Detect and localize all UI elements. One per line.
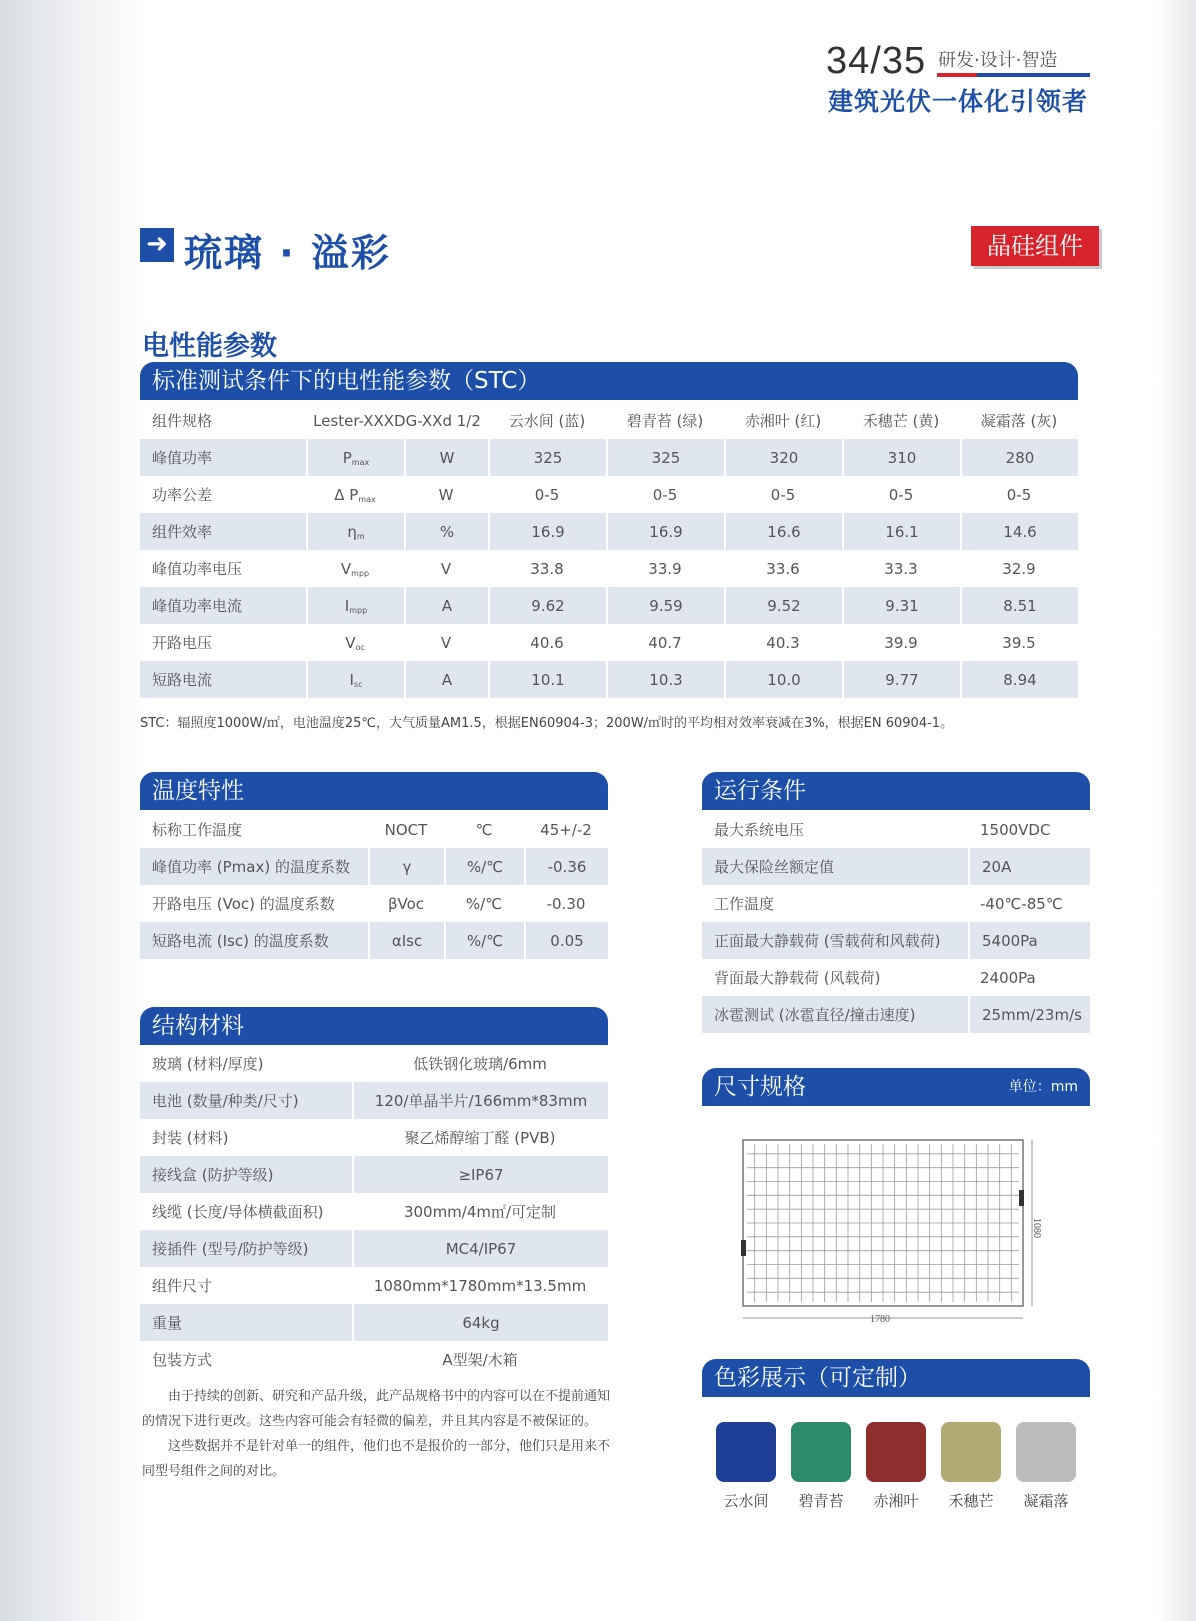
temperature-row bbox=[140, 811, 608, 848]
operating-condition-name: 背面最大静载荷 (风载荷) bbox=[714, 969, 881, 987]
stc-value: 9.77 bbox=[842, 661, 960, 698]
stc-value: 40.7 bbox=[648, 633, 682, 652]
stc-symbol-subscript: max bbox=[351, 457, 370, 467]
dimension-panel-header bbox=[702, 1068, 1090, 1106]
stc-param-symbol: $V_{mpp}$ bbox=[340, 559, 370, 578]
operating-condition-value: -40℃-85℃ bbox=[980, 894, 1063, 913]
stc-value: 9.59 bbox=[606, 587, 724, 624]
operating-row bbox=[702, 885, 1090, 922]
structure-row bbox=[140, 1193, 608, 1230]
structure-item-name: 封装 (材料) bbox=[152, 1129, 229, 1147]
stc-col-color-1: 云水间 (蓝) bbox=[508, 412, 586, 430]
temperature-param-unit: %/℃ bbox=[465, 894, 503, 913]
stc-value: 9.31 bbox=[842, 587, 960, 624]
stc-value: 9.52 bbox=[724, 587, 842, 624]
temperature-param-name: 标称工作温度 bbox=[152, 821, 243, 839]
stc-value: 16.6 bbox=[724, 513, 842, 550]
module-drawing bbox=[735, 1128, 1040, 1324]
stc-value: 310 bbox=[842, 439, 960, 476]
stc-param-unit: A bbox=[404, 661, 488, 698]
structure-item-value: ≥IP67 bbox=[352, 1156, 608, 1193]
temperature-param-name: 短路电流 (Isc) 的温度系数 bbox=[140, 922, 368, 959]
stc-value: 10.3 bbox=[606, 661, 724, 698]
disclaimer bbox=[142, 1384, 620, 1484]
structure-item-name: 组件尺寸 bbox=[152, 1277, 213, 1295]
stc-value: 0-5 bbox=[888, 485, 914, 504]
color-swatch bbox=[716, 1422, 776, 1482]
stc-param-unit: W bbox=[404, 439, 488, 476]
arrow-icon: ➜ bbox=[140, 228, 174, 262]
color-swatch-label: 云水间 bbox=[723, 1492, 769, 1510]
structure-panel-header bbox=[140, 1007, 608, 1045]
stc-value: 320 bbox=[724, 439, 842, 476]
temperature-param-name: 峰值功率 (Pmax) 的温度系数 bbox=[140, 848, 368, 885]
stc-value: 16.9 bbox=[606, 513, 724, 550]
colors-heading: 色彩展示（可定制） bbox=[714, 1365, 921, 1391]
structure-item-name: 接线盒 (防护等级) bbox=[140, 1156, 352, 1193]
operating-condition-value: 5400Pa bbox=[968, 922, 1090, 959]
temperature-param-value: 0.05 bbox=[524, 922, 608, 959]
color-swatch bbox=[1016, 1422, 1076, 1482]
stc-col-color-3: 赤湘叶 (红) bbox=[744, 412, 822, 430]
temperature-table bbox=[140, 811, 608, 959]
temperature-param-name: 开路电压 (Voc) 的温度系数 bbox=[152, 895, 335, 913]
cell-grid bbox=[747, 1144, 1019, 1302]
dimension-heading: 尺寸规格 bbox=[714, 1074, 806, 1100]
stc-row bbox=[140, 624, 1078, 661]
operating-row bbox=[702, 848, 1090, 885]
stc-value: 40.6 bbox=[530, 633, 564, 652]
stc-param-symbol: $I_{sc}$ bbox=[306, 661, 404, 698]
junction-box-right bbox=[1019, 1190, 1024, 1206]
stc-header-row bbox=[140, 402, 1078, 439]
stc-value: 8.94 bbox=[960, 661, 1078, 698]
disclaimer-paragraph-2: 这些数据并不是针对单一的组件，他们也不是报价的一部分，他们只是用来不同型号组件之间的对比。 bbox=[142, 1439, 611, 1479]
stc-table bbox=[140, 402, 1078, 698]
structure-item-name: 线缆 (长度/导体横截面积) bbox=[152, 1203, 324, 1221]
color-swatch bbox=[866, 1422, 926, 1482]
structure-row bbox=[140, 1304, 608, 1341]
stc-value: 32.9 bbox=[1002, 559, 1036, 578]
stc-col-color-5: 凝霜落 (灰) bbox=[980, 412, 1058, 430]
stc-param-name: 峰值功率电流 bbox=[140, 587, 306, 624]
stc-value: 16.9 bbox=[488, 513, 606, 550]
structure-row bbox=[140, 1045, 608, 1082]
structure-row bbox=[140, 1156, 608, 1193]
color-swatch bbox=[941, 1422, 1001, 1482]
structure-item-name: 重量 bbox=[140, 1304, 352, 1341]
structure-item-value: 聚乙烯醇缩丁醛 (PVB) bbox=[404, 1129, 556, 1147]
stc-value: 325 bbox=[488, 439, 606, 476]
stc-value: 33.6 bbox=[766, 559, 800, 578]
stc-param-symbol: Δ $P_{max}$ bbox=[334, 485, 376, 504]
category-badge: 晶硅组件 bbox=[971, 226, 1099, 266]
stc-symbol-subscript: mpp bbox=[351, 568, 370, 578]
structure-item-value: 64kg bbox=[352, 1304, 608, 1341]
stc-param-unit: V bbox=[440, 633, 452, 652]
temperature-param-value: -0.36 bbox=[524, 848, 608, 885]
structure-item-value: A型架/木箱 bbox=[442, 1351, 518, 1369]
operating-panel-header bbox=[702, 772, 1090, 810]
operating-condition-name: 最大系统电压 bbox=[714, 821, 805, 839]
temperature-param-value: -0.30 bbox=[546, 894, 586, 913]
stc-symbol-subscript: sc bbox=[353, 679, 363, 689]
operating-condition-value: 20A bbox=[968, 848, 1090, 885]
stc-symbol-subscript: max bbox=[358, 494, 376, 504]
operating-row bbox=[702, 922, 1090, 959]
stc-value: 0-5 bbox=[1006, 485, 1032, 504]
junction-box-left bbox=[741, 1240, 746, 1256]
width-label: 1780 bbox=[870, 1314, 890, 1325]
structure-item-value: MC4/IP67 bbox=[352, 1230, 608, 1267]
section-heading: 电性能参数 bbox=[142, 331, 277, 362]
stc-symbol-subscript: oc bbox=[355, 642, 365, 652]
operating-condition-value: 2400Pa bbox=[980, 968, 1036, 987]
structure-item-value: 1080mm*1780mm*13.5mm bbox=[373, 1276, 587, 1295]
stc-col-color-4: 禾穗芒 (黄) bbox=[862, 412, 940, 430]
stc-symbol-subscript: m bbox=[356, 531, 365, 541]
operating-condition-name: 最大保险丝额定值 bbox=[702, 848, 968, 885]
page-number: 34/35 bbox=[826, 40, 927, 82]
structure-row bbox=[140, 1230, 608, 1267]
stc-symbol-subscript: mpp bbox=[349, 605, 368, 615]
stc-row bbox=[140, 550, 1078, 587]
operating-row bbox=[702, 996, 1090, 1033]
stc-value: 0-5 bbox=[770, 485, 796, 504]
operating-row bbox=[702, 811, 1090, 848]
stc-note: STC：辐照度1000W/㎡，电池温度25℃，大气质量AM1.5，根据EN60904-3；200W/㎡时的平均相对效率衰减在3%，根据EN 60904-1。 bbox=[140, 716, 954, 731]
page-title: 琉璃 · 溢彩 bbox=[184, 231, 391, 275]
stc-row bbox=[140, 587, 1078, 624]
structure-item-name: 玻璃 (材料/厚度) bbox=[152, 1055, 264, 1073]
disclaimer-paragraph-1: 由于持续的创新、研究和产品升级，此产品规格书中的内容可以在不提前通知的情况下进行更改。这些内容可能会有轻微的偏差，并且其内容是不被保证的。 bbox=[142, 1389, 611, 1429]
stc-value: 39.9 bbox=[884, 633, 918, 652]
stc-param-unit: W bbox=[438, 485, 454, 504]
stc-value: 33.3 bbox=[884, 559, 918, 578]
stc-col-model: Lester-XXXDG-XXd 1/2 bbox=[313, 411, 481, 430]
stc-param-name: 开路电压 bbox=[152, 634, 213, 652]
stc-value: 0-5 bbox=[534, 485, 560, 504]
stc-row bbox=[140, 439, 1078, 476]
temperature-param-unit: %/℃ bbox=[444, 922, 524, 959]
stc-value: 16.1 bbox=[842, 513, 960, 550]
stc-panel-header bbox=[140, 362, 1078, 400]
structure-item-value: 300mm/4m㎡/可定制 bbox=[403, 1203, 557, 1221]
stc-param-symbol: $P_{max}$ bbox=[306, 439, 404, 476]
stc-row bbox=[140, 661, 1078, 698]
temperature-row bbox=[140, 848, 608, 885]
color-swatch-label: 凝霜落 bbox=[1023, 1492, 1069, 1510]
tagline-underline-blue bbox=[977, 73, 1090, 77]
stc-param-unit: V bbox=[440, 559, 452, 578]
stc-value: 280 bbox=[960, 439, 1078, 476]
temperature-heading: 温度特性 bbox=[152, 778, 244, 804]
temperature-param-unit: %/℃ bbox=[444, 848, 524, 885]
temperature-param-symbol: αIsc bbox=[368, 922, 444, 959]
structure-row bbox=[140, 1267, 608, 1304]
right-shade bbox=[1156, 0, 1196, 1621]
temperature-param-symbol: NOCT bbox=[384, 820, 428, 839]
operating-condition-value: 1500VDC bbox=[980, 820, 1051, 839]
structure-item-name: 电池 (数量/种类/尺寸) bbox=[140, 1082, 352, 1119]
color-swatch-label: 碧青苔 bbox=[798, 1492, 844, 1510]
structure-row bbox=[140, 1119, 608, 1156]
module-drawing-svg bbox=[735, 1128, 1040, 1324]
stc-param-symbol: $V_{oc}$ bbox=[345, 633, 365, 652]
operating-condition-name: 冰雹测试 (冰雹直径/撞击速度) bbox=[702, 996, 968, 1033]
structure-heading: 结构材料 bbox=[152, 1013, 244, 1039]
stc-value: 10.0 bbox=[724, 661, 842, 698]
color-swatch-label: 赤湘叶 bbox=[873, 1492, 919, 1510]
stc-param-name: 组件效率 bbox=[140, 513, 306, 550]
operating-row bbox=[702, 959, 1090, 996]
stc-param-unit: % bbox=[404, 513, 488, 550]
dimension-unit: 单位：mm bbox=[1008, 1079, 1078, 1095]
operating-table bbox=[702, 811, 1090, 1033]
structure-item-value: 120/单晶半片/166mm*83mm bbox=[352, 1082, 608, 1119]
temperature-param-symbol: γ bbox=[368, 848, 444, 885]
temperature-param-value: 45+/-2 bbox=[540, 820, 592, 839]
temperature-param-unit: ℃ bbox=[475, 820, 493, 839]
page-tagline: 研发·设计·智造 bbox=[938, 50, 1058, 71]
height-label: 1080 bbox=[1031, 1218, 1042, 1238]
structure-row bbox=[140, 1082, 608, 1119]
temperature-row bbox=[140, 922, 608, 959]
structure-item-name: 接插件 (型号/防护等级) bbox=[140, 1230, 352, 1267]
structure-item-name: 包装方式 bbox=[152, 1351, 213, 1369]
color-swatch-label: 禾穗芒 bbox=[948, 1492, 994, 1510]
stc-value: 9.62 bbox=[488, 587, 606, 624]
colors-panel-header bbox=[702, 1359, 1090, 1397]
operating-condition-name: 工作温度 bbox=[714, 895, 775, 913]
structure-row bbox=[140, 1341, 608, 1378]
stc-value: 33.8 bbox=[530, 559, 564, 578]
left-shade bbox=[0, 0, 150, 1621]
temperature-row bbox=[140, 885, 608, 922]
structure-table bbox=[140, 1045, 608, 1378]
stc-param-name: 峰值功率 bbox=[140, 439, 306, 476]
operating-condition-value: 25mm/23m/s bbox=[968, 996, 1090, 1033]
stc-param-name: 功率公差 bbox=[152, 486, 213, 504]
stc-param-symbol: $\eta_m$ bbox=[306, 513, 404, 550]
stc-heading: 标准测试条件下的电性能参数（STC） bbox=[152, 368, 541, 394]
stc-row bbox=[140, 513, 1078, 550]
stc-value: 325 bbox=[606, 439, 724, 476]
stc-value: 39.5 bbox=[1002, 633, 1036, 652]
stc-col-spec: 组件规格 bbox=[152, 412, 213, 430]
color-swatch bbox=[791, 1422, 851, 1482]
page-slogan: 建筑光伏一体化引领者 bbox=[828, 87, 1089, 116]
stc-param-symbol: $I_{mpp}$ bbox=[306, 587, 404, 624]
stc-col-color-2: 碧青苔 (绿) bbox=[626, 412, 704, 430]
stc-value: 0-5 bbox=[652, 485, 678, 504]
stc-value: 14.6 bbox=[960, 513, 1078, 550]
operating-condition-name: 正面最大静载荷 (雪载荷和风载荷) bbox=[702, 922, 968, 959]
stc-param-name: 短路电流 bbox=[140, 661, 306, 698]
operating-heading: 运行条件 bbox=[714, 778, 806, 804]
structure-item-value: 低铁钢化玻璃/6mm bbox=[413, 1055, 547, 1073]
temperature-panel-header bbox=[140, 772, 608, 810]
tagline-underline-red bbox=[937, 73, 977, 77]
stc-param-name: 峰值功率电压 bbox=[152, 560, 243, 578]
stc-value: 8.51 bbox=[960, 587, 1078, 624]
stc-param-unit: A bbox=[404, 587, 488, 624]
stc-value: 10.1 bbox=[488, 661, 606, 698]
stc-value: 40.3 bbox=[766, 633, 800, 652]
stc-row bbox=[140, 476, 1078, 513]
stc-value: 33.9 bbox=[648, 559, 682, 578]
temperature-param-symbol: βVoc bbox=[387, 894, 425, 913]
